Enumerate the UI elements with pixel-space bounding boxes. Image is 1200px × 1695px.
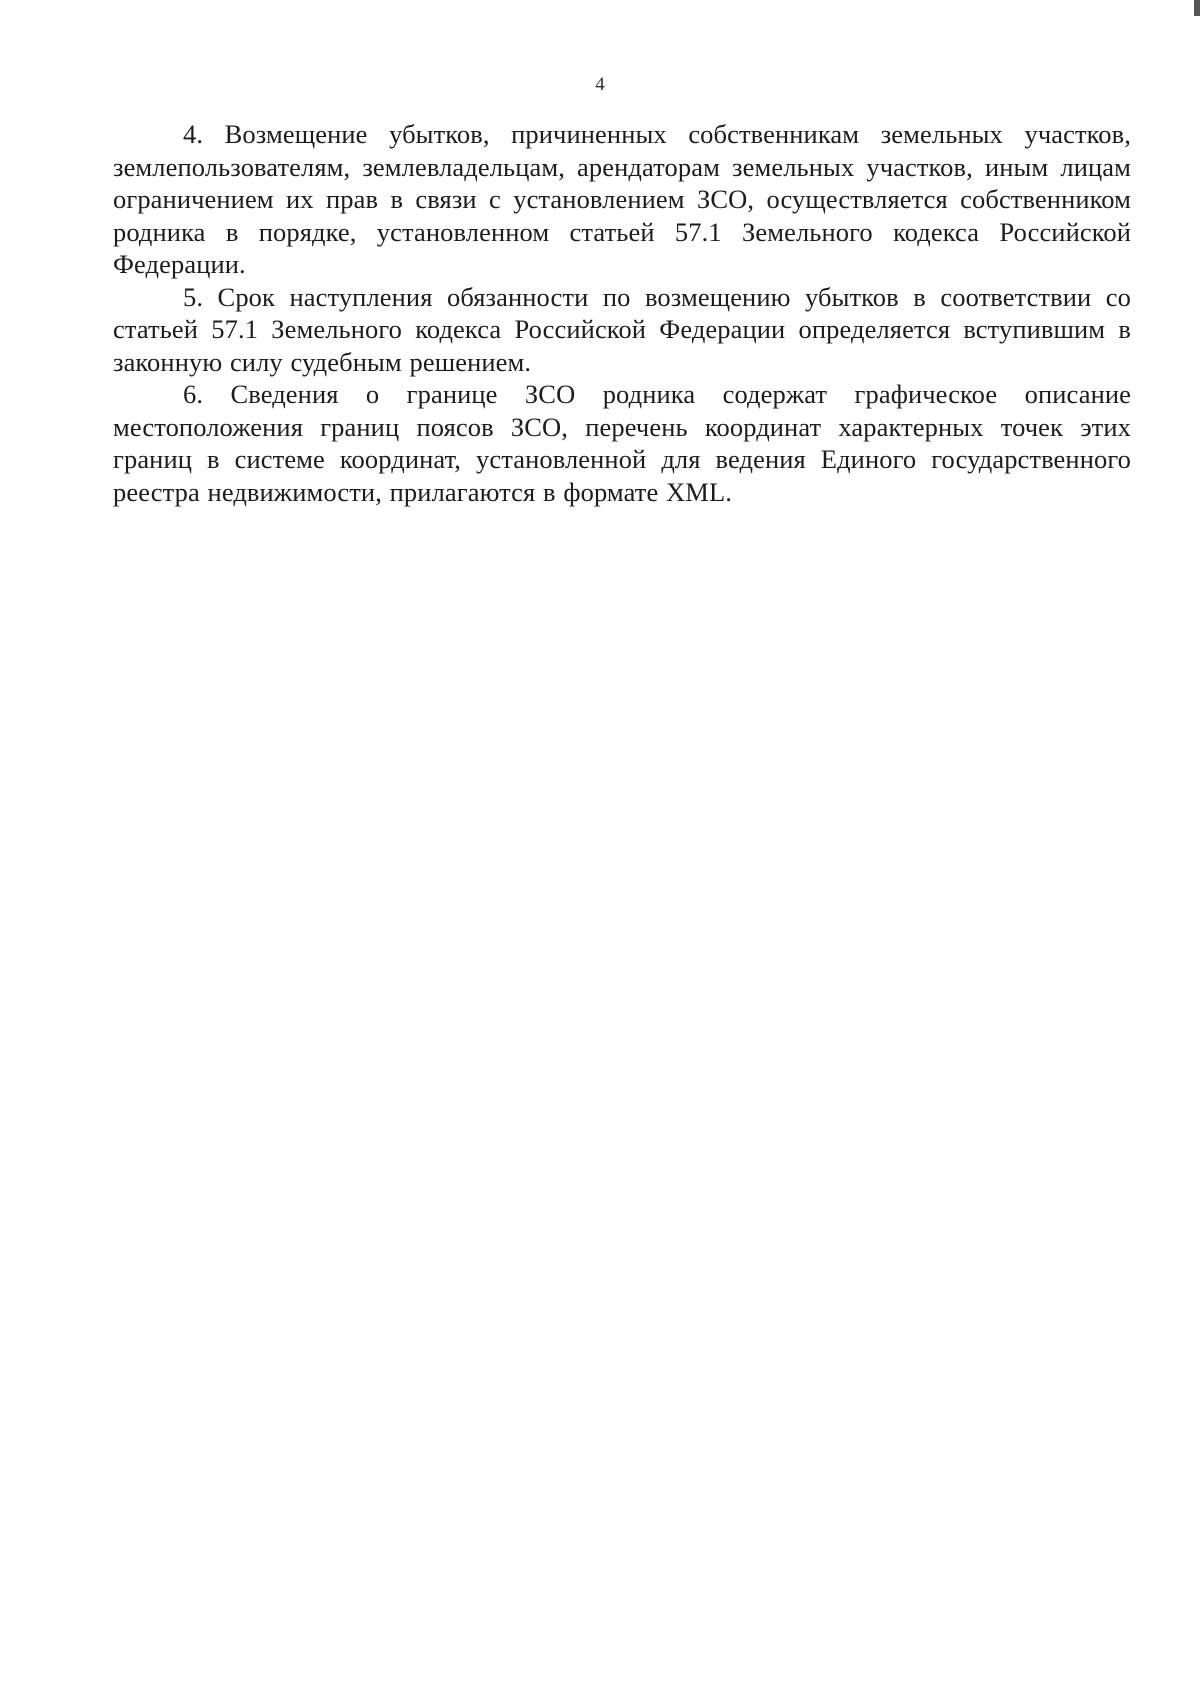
paragraph-5: 5. Срок наступления обязанности по возмещению убытков в соответствии со статьей 57.1 Земельного кодекса Российской Федерации определяется вступившим в законную силу судебным решением.	[113, 281, 1131, 377]
page-number: 4	[595, 74, 605, 95]
scan-edge-mark	[1194, 0, 1200, 16]
document-body	[113, 118, 1131, 508]
paragraph-4: 4. Возмещение убытков, причиненных собственникам земельных участков, землепользователям, землевладельцам, арендаторам земельных участков, иным лицам ограничением их прав в связи с установлением ЗСО, осуществляется собственником родника в порядке, установленном статьей 57.1 Земельного кодекса Российской Федерации.	[113, 119, 1131, 279]
paragraph-6: 6. Сведения о границе ЗСО родника содержат графическое описание местоположения границ поясов ЗСО, перечень координат характерных точек этих границ в системе координат, установленной для ведения Единого государственного реестра недвижимости, прилагаются в формате XML.	[113, 379, 1131, 507]
